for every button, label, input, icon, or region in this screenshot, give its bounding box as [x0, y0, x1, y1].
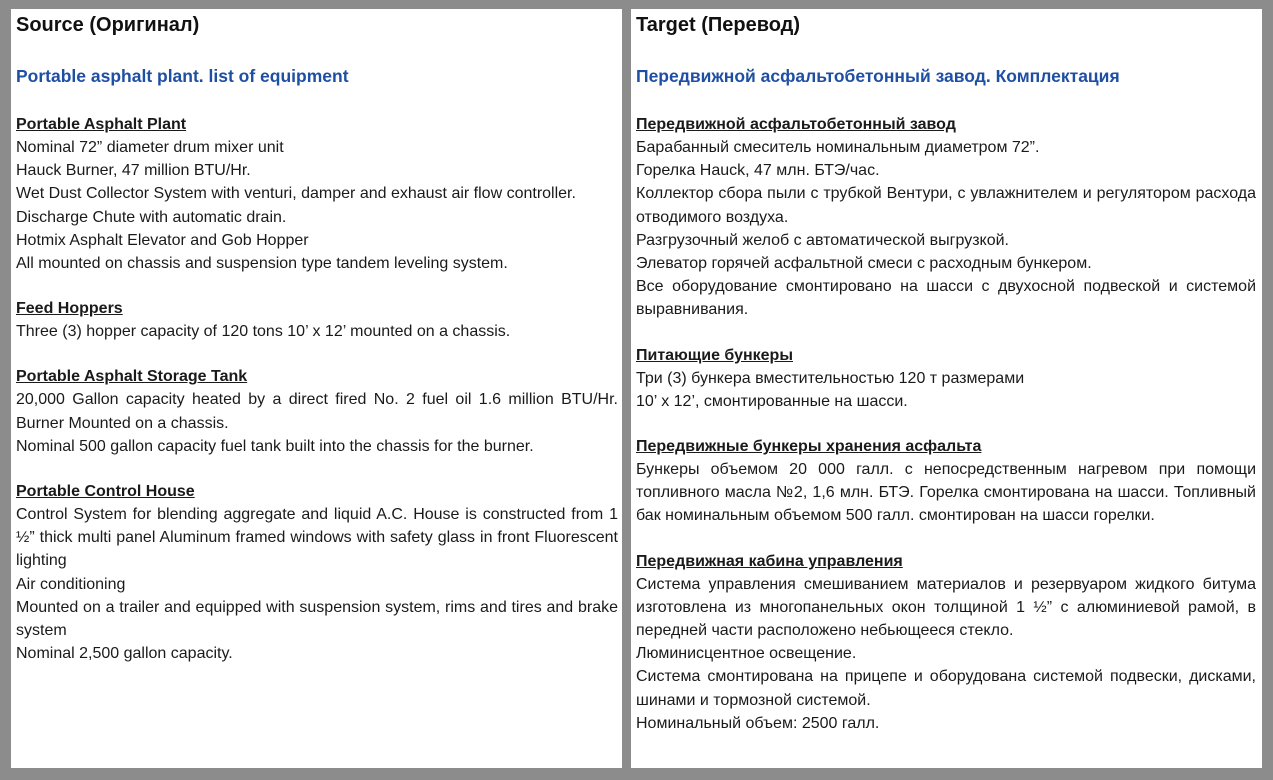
target-column [631, 9, 1262, 768]
target-doc-title: Передвижной асфальтобетонный завод. Комплектация [636, 66, 1120, 86]
target-line: Три (3) бункера вместительностью 120 т размерами [636, 369, 1025, 387]
source-line: Hotmix Asphalt Elevator and Gob Hopper [16, 231, 309, 249]
source-section-feed-hoppers [16, 297, 618, 343]
target-section-title: Питающие бункеры [636, 346, 793, 364]
target-section-feed-hoppers [636, 344, 1256, 413]
source-section-storage-tank [16, 365, 618, 458]
source-line: Control System for blending aggregate and liquid A.C. House is constructed from 1 ½” thick multi panel Aluminum framed windows with safety glass in front Fluorescent lighting [16, 506, 618, 570]
source-line: 20,000 Gallon capacity heated by a direct fired No. 2 fuel oil 1.6 million BTU/Hr. Burner Mounted on a chassis. [16, 391, 618, 432]
target-heading: Target (Перевод) [636, 14, 801, 36]
target-line: Система управления смешиванием материалов и резервуаром жидкого битума изготовлена из многопанельных окон толщиной 1 ½” с алюминиевой рамой, в передней части расположено небьющееся стекло. [636, 575, 1256, 640]
source-line: Three (3) hopper capacity of 120 tons 10’ x 12’ mounted on a chassis. [16, 323, 511, 341]
target-line: 10’ x 12’, смонтированные на шасси. [636, 392, 908, 410]
source-section-title: Portable Asphalt Plant [16, 116, 187, 133]
target-line: Элеватор горячей асфальтной смеси с расходным бункером. [636, 255, 1092, 273]
target-line: Люминисцентное освещение. [636, 645, 857, 663]
source-line: Nominal 72” diameter drum mixer unit [16, 139, 284, 156]
source-column [11, 9, 622, 768]
source-section-plant [16, 113, 618, 275]
target-section-title: Передвижной асфальтобетонный завод [636, 116, 956, 133]
source-line: Mounted on a trailer and equipped with suspension system, rims and tires and brake system [16, 598, 618, 640]
target-line: Коллектор сбора пыли с трубкой Вентури, с увлажнителем и регулятором расхода отводимого воздуха. [636, 185, 1256, 226]
source-section-title: Portable Control House [16, 483, 195, 501]
source-line: Wet Dust Collector System with venturi, damper and exhaust air flow controller. [16, 185, 576, 203]
target-line: Все оборудование смонтировано на шасси с двухосной подвеской и системой выравнивания. [636, 278, 1256, 319]
target-line: Барабанный смеситель номинальным диаметром 72”. [636, 139, 1040, 156]
source-line: Nominal 2,500 gallon capacity. [16, 645, 233, 663]
target-line: Разгрузочный желоб с автоматической выгрузкой. [636, 231, 1009, 249]
target-section-control-cabin [636, 550, 1256, 735]
target-line: Номинальный объем: 2500 галл. [636, 714, 880, 732]
source-line: Air conditioning [16, 575, 126, 593]
source-section-title: Portable Asphalt Storage Tank [16, 368, 248, 386]
source-line: All mounted on chassis and suspension type tandem leveling system. [16, 255, 508, 273]
source-heading: Source (Оригинал) [16, 14, 200, 36]
target-section-plant [636, 113, 1256, 322]
source-doc-title: Portable asphalt plant. list of equipment [16, 66, 349, 86]
target-section-storage-tanks [636, 435, 1256, 528]
target-section-title: Передвижная кабина управления [636, 552, 903, 570]
target-line: Бункеры объемом 20 000 галл. с непосредственным нагревом при помощи топливного масла №2, 1,6 млн. БТЭ. Горелка смонтирована на шасси. Топливный бак номинальным объемом 500 галл. смонтирован на шасси горелки. [636, 461, 1256, 525]
target-line: Горелка Hauck, 47 млн. БТЭ/час. [636, 162, 880, 180]
source-section-title: Feed Hoppers [16, 300, 123, 318]
source-section-control-house [16, 480, 618, 665]
source-line: Hauck Burner, 47 million BTU/Hr. [16, 162, 251, 180]
source-line: Nominal 500 gallon capacity fuel tank built into the chassis for the burner. [16, 437, 534, 455]
source-line: Discharge Chute with automatic drain. [16, 208, 287, 226]
target-line: Система смонтирована на прицепе и оборудована системой подвески, дисками, шинами и тормозной системой. [636, 668, 1256, 709]
target-section-title: Передвижные бункеры хранения асфальта [636, 438, 982, 456]
